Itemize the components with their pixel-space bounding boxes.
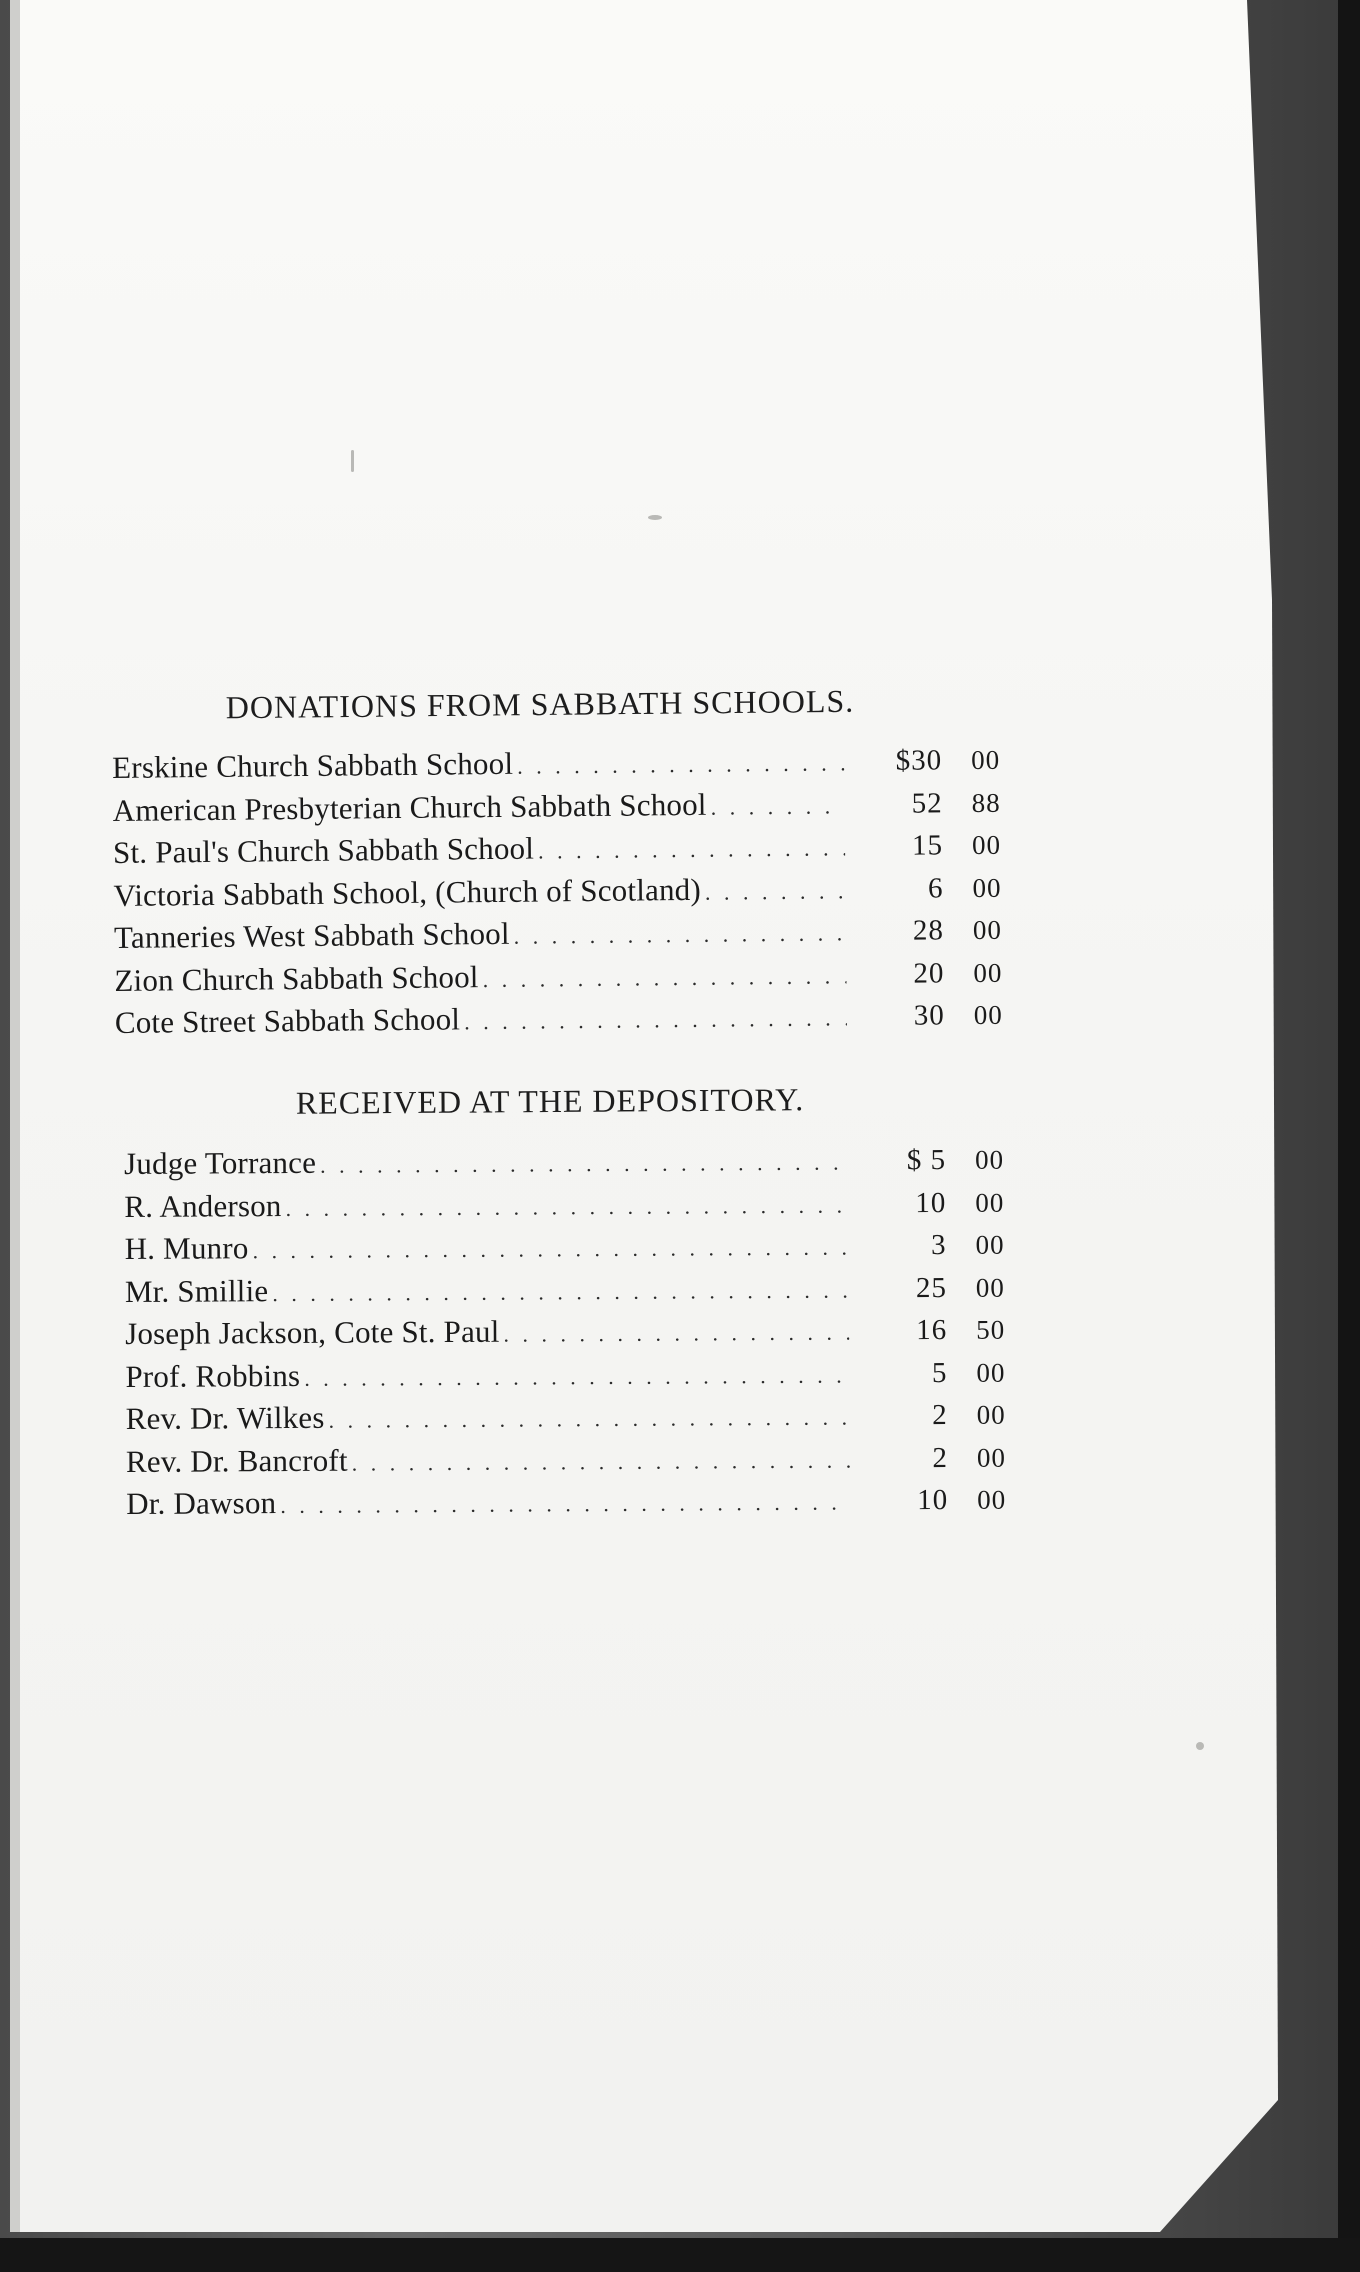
amount-dollars: 52 [911, 786, 943, 820]
amount-dollars: 2 [932, 1398, 948, 1432]
amount-cents: 00 [972, 914, 1003, 945]
amount-dollars: 5 [931, 1356, 948, 1389]
dot-leader [483, 963, 847, 993]
amount-cents: 00 [973, 999, 1003, 1030]
amount-cents: 00 [975, 1272, 1005, 1303]
scanner-edge-bottom [0, 2238, 1360, 2272]
amount-dollars: 28 [912, 914, 945, 947]
amount-dollars: 20 [913, 956, 945, 990]
ledger-row [124, 1183, 1004, 1231]
amount-dollars: 30 [913, 999, 945, 1032]
paper-speck [351, 450, 354, 472]
amount-dollars: $30 [895, 744, 943, 777]
ledger-row [126, 1438, 1006, 1486]
dot-leader [514, 920, 847, 949]
paper-speck [648, 515, 662, 520]
dot-leader [352, 1447, 850, 1476]
ledger-row [125, 1268, 1005, 1316]
dot-leader [286, 1192, 849, 1221]
amount-cents: 88 [971, 787, 1001, 818]
ledger-row [124, 1141, 1004, 1189]
paper-speck [1196, 1742, 1204, 1750]
depository-ledger [124, 1141, 1006, 1529]
donor-name: Tanneries West Sabbath School [113, 915, 510, 955]
donor-name: Joseph Jackson, Cote St. Paul [125, 1313, 500, 1351]
donor-name: Mr. Smillie [124, 1272, 269, 1309]
dot-leader [252, 1235, 848, 1265]
ledger-row [125, 1311, 1005, 1359]
page-binding-shadow [10, 0, 20, 2232]
amount-cents: 00 [975, 1229, 1005, 1260]
donor-name: Judge Torrance [124, 1144, 317, 1181]
dot-leader [517, 750, 844, 779]
donor-name: American Presbyterian Church Sabbath School [112, 786, 707, 828]
donor-name: Victoria Sabbath School, (Church of Scotland) [113, 871, 702, 913]
amount-cents: 00 [975, 1144, 1005, 1175]
ledger-row [126, 1481, 1006, 1529]
scanner-edge-right [1338, 0, 1360, 2272]
amount-cents: 00 [973, 957, 1003, 988]
dot-leader [538, 835, 845, 864]
dot-leader [464, 1005, 847, 1035]
ledger-row [125, 1226, 1005, 1274]
amount-dollars: 10 [915, 1186, 947, 1219]
ledger-row [126, 1396, 1006, 1444]
donor-name: Zion Church Sabbath School [114, 958, 479, 998]
amount-cents: 00 [971, 829, 1002, 860]
dot-leader [272, 1277, 849, 1307]
section-heading-depository: RECEIVED AT THE DEPOSITORY. [295, 1081, 805, 1121]
donor-name: R. Anderson [124, 1187, 282, 1224]
amount-cents: 50 [976, 1314, 1006, 1345]
donor-name: St. Paul's Church Sabbath School [112, 830, 535, 870]
donor-name: Erskine Church Sabbath School [112, 745, 514, 785]
donor-name: Rev. Dr. Bancroft [125, 1442, 348, 1479]
dot-leader [320, 1150, 848, 1179]
amount-dollars: 25 [915, 1271, 947, 1304]
dot-leader [503, 1320, 849, 1348]
donor-name: Cote Street Sabbath School [114, 1001, 461, 1040]
amount-dollars: 2 [932, 1441, 949, 1474]
dot-leader [711, 793, 845, 820]
section-heading-sabbath-schools: DONATIONS FROM SABBATH SCHOOLS. [225, 682, 855, 726]
dot-leader [705, 878, 846, 905]
amount-dollars: 15 [911, 829, 944, 862]
donor-name: H. Munro [124, 1230, 249, 1266]
dot-leader [304, 1362, 849, 1391]
dot-leader [329, 1405, 850, 1434]
amount-cents: 00 [976, 1442, 1007, 1473]
amount-dollars: $ 5 [906, 1143, 947, 1177]
donor-name: Prof. Robbins [125, 1357, 301, 1394]
amount-cents: 00 [970, 744, 1001, 776]
amount-dollars: 16 [916, 1313, 948, 1347]
amount-cents: 00 [975, 1187, 1005, 1218]
dot-leader [280, 1490, 850, 1519]
donor-name: Rev. Dr. Wilkes [125, 1399, 325, 1436]
amount-cents: 00 [976, 1357, 1006, 1388]
amount-cents: 00 [976, 1399, 1006, 1430]
amount-cents: 00 [977, 1484, 1007, 1515]
amount-dollars: 6 [927, 871, 944, 904]
amount-dollars: 10 [917, 1483, 949, 1517]
amount-cents: 00 [972, 872, 1002, 903]
ledger-row [125, 1353, 1005, 1401]
amount-dollars: 3 [931, 1228, 947, 1262]
donor-name: Dr. Dawson [126, 1485, 277, 1521]
sabbath-schools-ledger [112, 741, 1003, 1048]
